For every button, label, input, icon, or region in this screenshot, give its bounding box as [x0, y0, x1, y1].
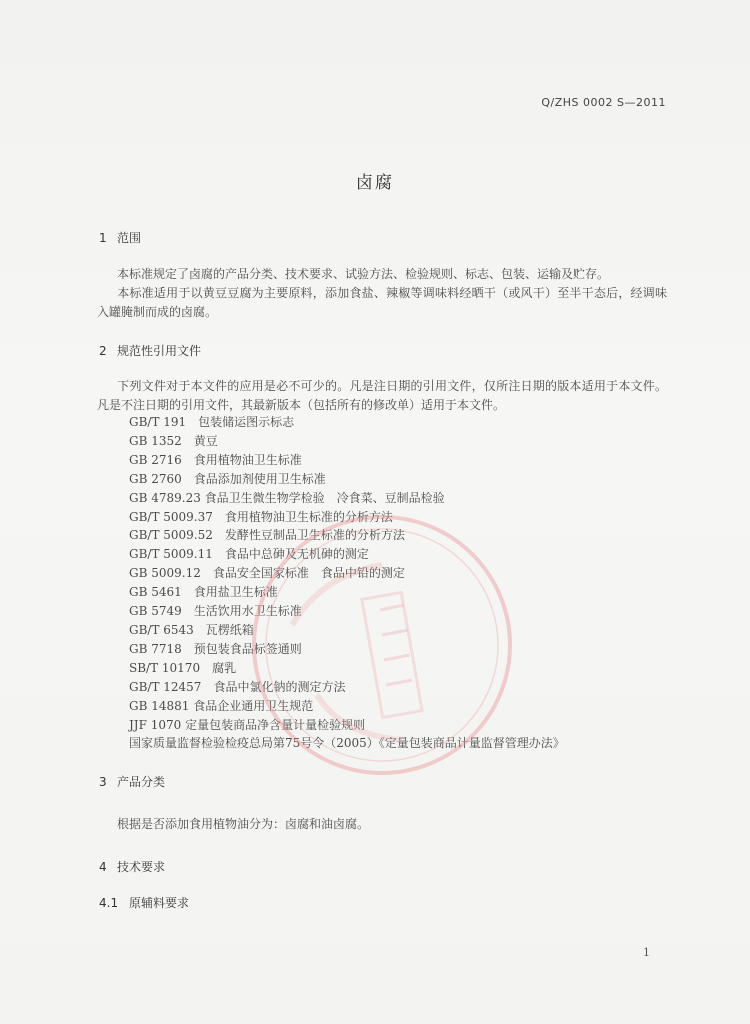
section-title: 技术要求: [117, 860, 166, 874]
section-3-paragraph: [97, 815, 667, 834]
section-number: 3: [99, 775, 107, 789]
section-title: 规范性引用文件: [117, 344, 202, 358]
section-1-paragraph-2: [97, 284, 667, 322]
list-item: GB/T 191 包装储运图示标志: [129, 415, 295, 429]
paragraph-text: 下列文件对于本文件的应用是必不可少的。凡是注日期的引用文件，仅所注日期的版本适用于本文件。凡是不注日期的引用文件，其最新版本（包括所有的修改单）适用于本文件。: [97, 379, 667, 412]
section-2-intro: [97, 377, 667, 415]
section-number: 4.1: [99, 896, 119, 910]
document-title: 卤腐: [356, 173, 394, 193]
section-4-heading: [99, 858, 165, 875]
list-item: GB/T 6543 瓦楞纸箱: [129, 622, 254, 637]
list-item: GB 2760 食品添加剂使用卫生标准: [129, 471, 326, 486]
section-4-1-heading: [99, 894, 189, 911]
section-number: 4: [99, 860, 107, 874]
paragraph-text: 本标准适用于以黄豆豆腐为主要原料，添加食盐、辣椒等调味料经晒干（或风干）至半干态后，经调味入罐腌制而成的卤腐。: [97, 286, 667, 319]
list-item: GB/T 5009.52 发酵性豆制品卫生标准的分析方法: [129, 528, 405, 543]
document-code: Q/ZHS 0002 S—2011: [541, 96, 666, 109]
list-item: 国家质量监督检验检疫总局第75号令（2005）《定量包装商品计量监督管理办法》: [129, 736, 565, 751]
list-item: GB 5009.12 食品安全国家标准 食品中铅的测定: [129, 566, 405, 581]
section-number: 1: [99, 231, 107, 245]
section-3-heading: [99, 773, 165, 790]
section-title: 产品分类: [117, 775, 166, 789]
list-item: GB 14881 食品企业通用卫生规范: [129, 698, 314, 713]
list-item: GB 7718 预包装食品标签通则: [129, 641, 302, 656]
list-item: GB 5461 食用盐卫生标准: [129, 585, 278, 600]
list-item: SB/T 10170 腐乳: [129, 660, 237, 675]
page-number: 1: [643, 946, 650, 959]
list-item: JJF 1070 定量包装商品净含量计量检验规则: [129, 717, 366, 732]
list-item: GB/T 5009.37 食用植物油卫生标准的分析方法: [129, 509, 393, 524]
section-number: 2: [99, 344, 107, 358]
paragraph-text: 根据是否添加食用植物油分为：卤腐和油卤腐。: [117, 817, 370, 831]
section-title: 范围: [117, 231, 142, 245]
section-1-heading: [99, 229, 141, 246]
paragraph-text: 本标准规定了卤腐的产品分类、技术要求、试验方法、检验规则、标志、包装、运输及贮存。: [117, 267, 610, 281]
normative-reference-list: [129, 413, 565, 753]
section-title: 原辅料要求: [129, 896, 190, 910]
list-item: GB/T 12457 食品中氯化钠的测定方法: [129, 679, 346, 694]
list-item: GB 1352 黄豆: [129, 433, 218, 448]
list-item: GB 2716 食用植物油卫生标准: [129, 452, 302, 467]
section-1-paragraph-1: [97, 265, 667, 284]
section-2-heading: [99, 342, 201, 359]
list-item: GB/T 5009.11 食品中总砷及无机砷的测定: [129, 547, 369, 562]
list-item: GB 5749 生活饮用水卫生标准: [129, 604, 302, 619]
list-item: GB 4789.23 食品卫生微生物学检验 冷食菜、豆制品检验: [129, 490, 445, 505]
